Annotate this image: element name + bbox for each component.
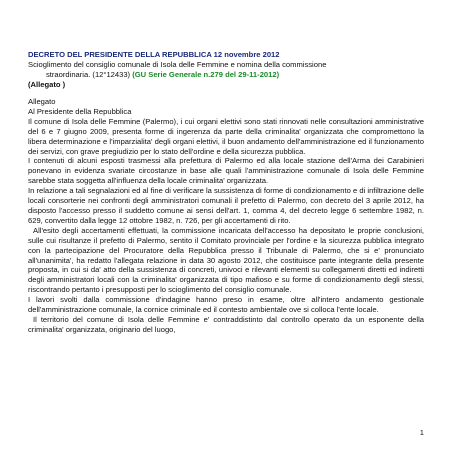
paragraph: Il territorio del comune di Isola delle Femmine e' contraddistinto dal controllo operato da un esponente della criminalita' organizzata, originario del luogo,	[28, 314, 424, 334]
page-number: 1	[419, 428, 424, 437]
paragraph-allegato: Allegato	[28, 97, 56, 106]
gu-reference: (GU Serie Generale n.279 del 29-11-2012)	[132, 70, 280, 79]
document-body	[28, 97, 424, 335]
paragraph: I contenuti di alcuni esposti trasmessi alla prefettura di Palermo ed alla locale stazione dell'Arma dei Carabinieri ponevano in evidenza svariate circostanze in base alle quali l'amministrazione comunale di Isola delle Femmine sarebbe stata soggetta all'influenza della locale criminalita' organizzata.	[28, 156, 424, 186]
paragraph: I lavori svolti dalla commissione d'indagine hanno preso in esame, oltre all'intero andamento gestionale dell'amministrazione comunale, la cornice criminale ed il contesto ambientale ove si colloca l'ente locale.	[28, 295, 424, 315]
subtitle-line-2	[28, 70, 424, 80]
paragraph: Il comune di Isola delle Femmine (Palermo), i cui organi elettivi sono stati rinnovati nelle consultazioni amministrative del 6 e 7 giugno 2009, presenta forme di ingerenza da parte della criminalita' organizzata che compromettono la libera determinazione e l'imparzialita' degli organi elettivi, il buon andamento dell'amministrazione ed il funzionamento dei servizi, con grave pregiudizio per lo stato dell'ordine e della sicurezza pubblica.	[28, 116, 424, 156]
paragraph: All'esito degli accertamenti effettuati, la commissione incaricata dell'accesso ha depositato le proprie conclusioni, sulle cui risultanze il prefetto di Palermo, sentito il Comitato provinciale per l'ordine e la sicurezza pubblica integrato con la partecipazione del Procuratore della Repubblica presso il Tribunale di Palermo, che si e' pronunciato all'unanimita', ha redatto l'allegata relazione in data 30 agosto 2012, che costituisce parte integrante della presente proposta, in cui si da' atto della sussistenza di concreti, univoci e rilevanti elementi su collegamenti diretti ed indiretti degli amministratori locali con la criminalita' organizzata di tipo mafioso e su forme di condizionamento degli stessi, riscontrando pertanto i presupposti per lo scioglimento del consiglio comunale.	[28, 225, 424, 295]
paragraph: In relazione a tali segnalazioni ed al fine di verificare la sussistenza di forme di condizionamento e di infiltrazione delle locali consorterie nei confronti degli amministratori comunali il prefetto di Palermo, con decreto del 3 aprile 2012, ha disposto l'accesso presso il suddetto comune ai sensi dell'art. 1, comma 4, del decreto legge 6 settembre 1982, n. 629, convertito dalla legge 12 ottobre 1982, n. 726, per gli accertamenti di rito.	[28, 186, 424, 225]
allegato-tag: (Allegato )	[28, 80, 66, 89]
subtitle-text: straordinaria. (12°12433)	[46, 70, 131, 79]
paragraph-addressee: Al Presidente della Repubblica	[28, 106, 132, 116]
decree-title: DECRETO DEL PRESIDENTE DELLA REPUBBLICA 12 novembre 2012	[28, 50, 280, 59]
subtitle-line-1: Scioglimento del consiglio comunale di Isola delle Femmine e nomina della commissione	[28, 60, 327, 69]
decree-subtitle	[28, 60, 424, 80]
